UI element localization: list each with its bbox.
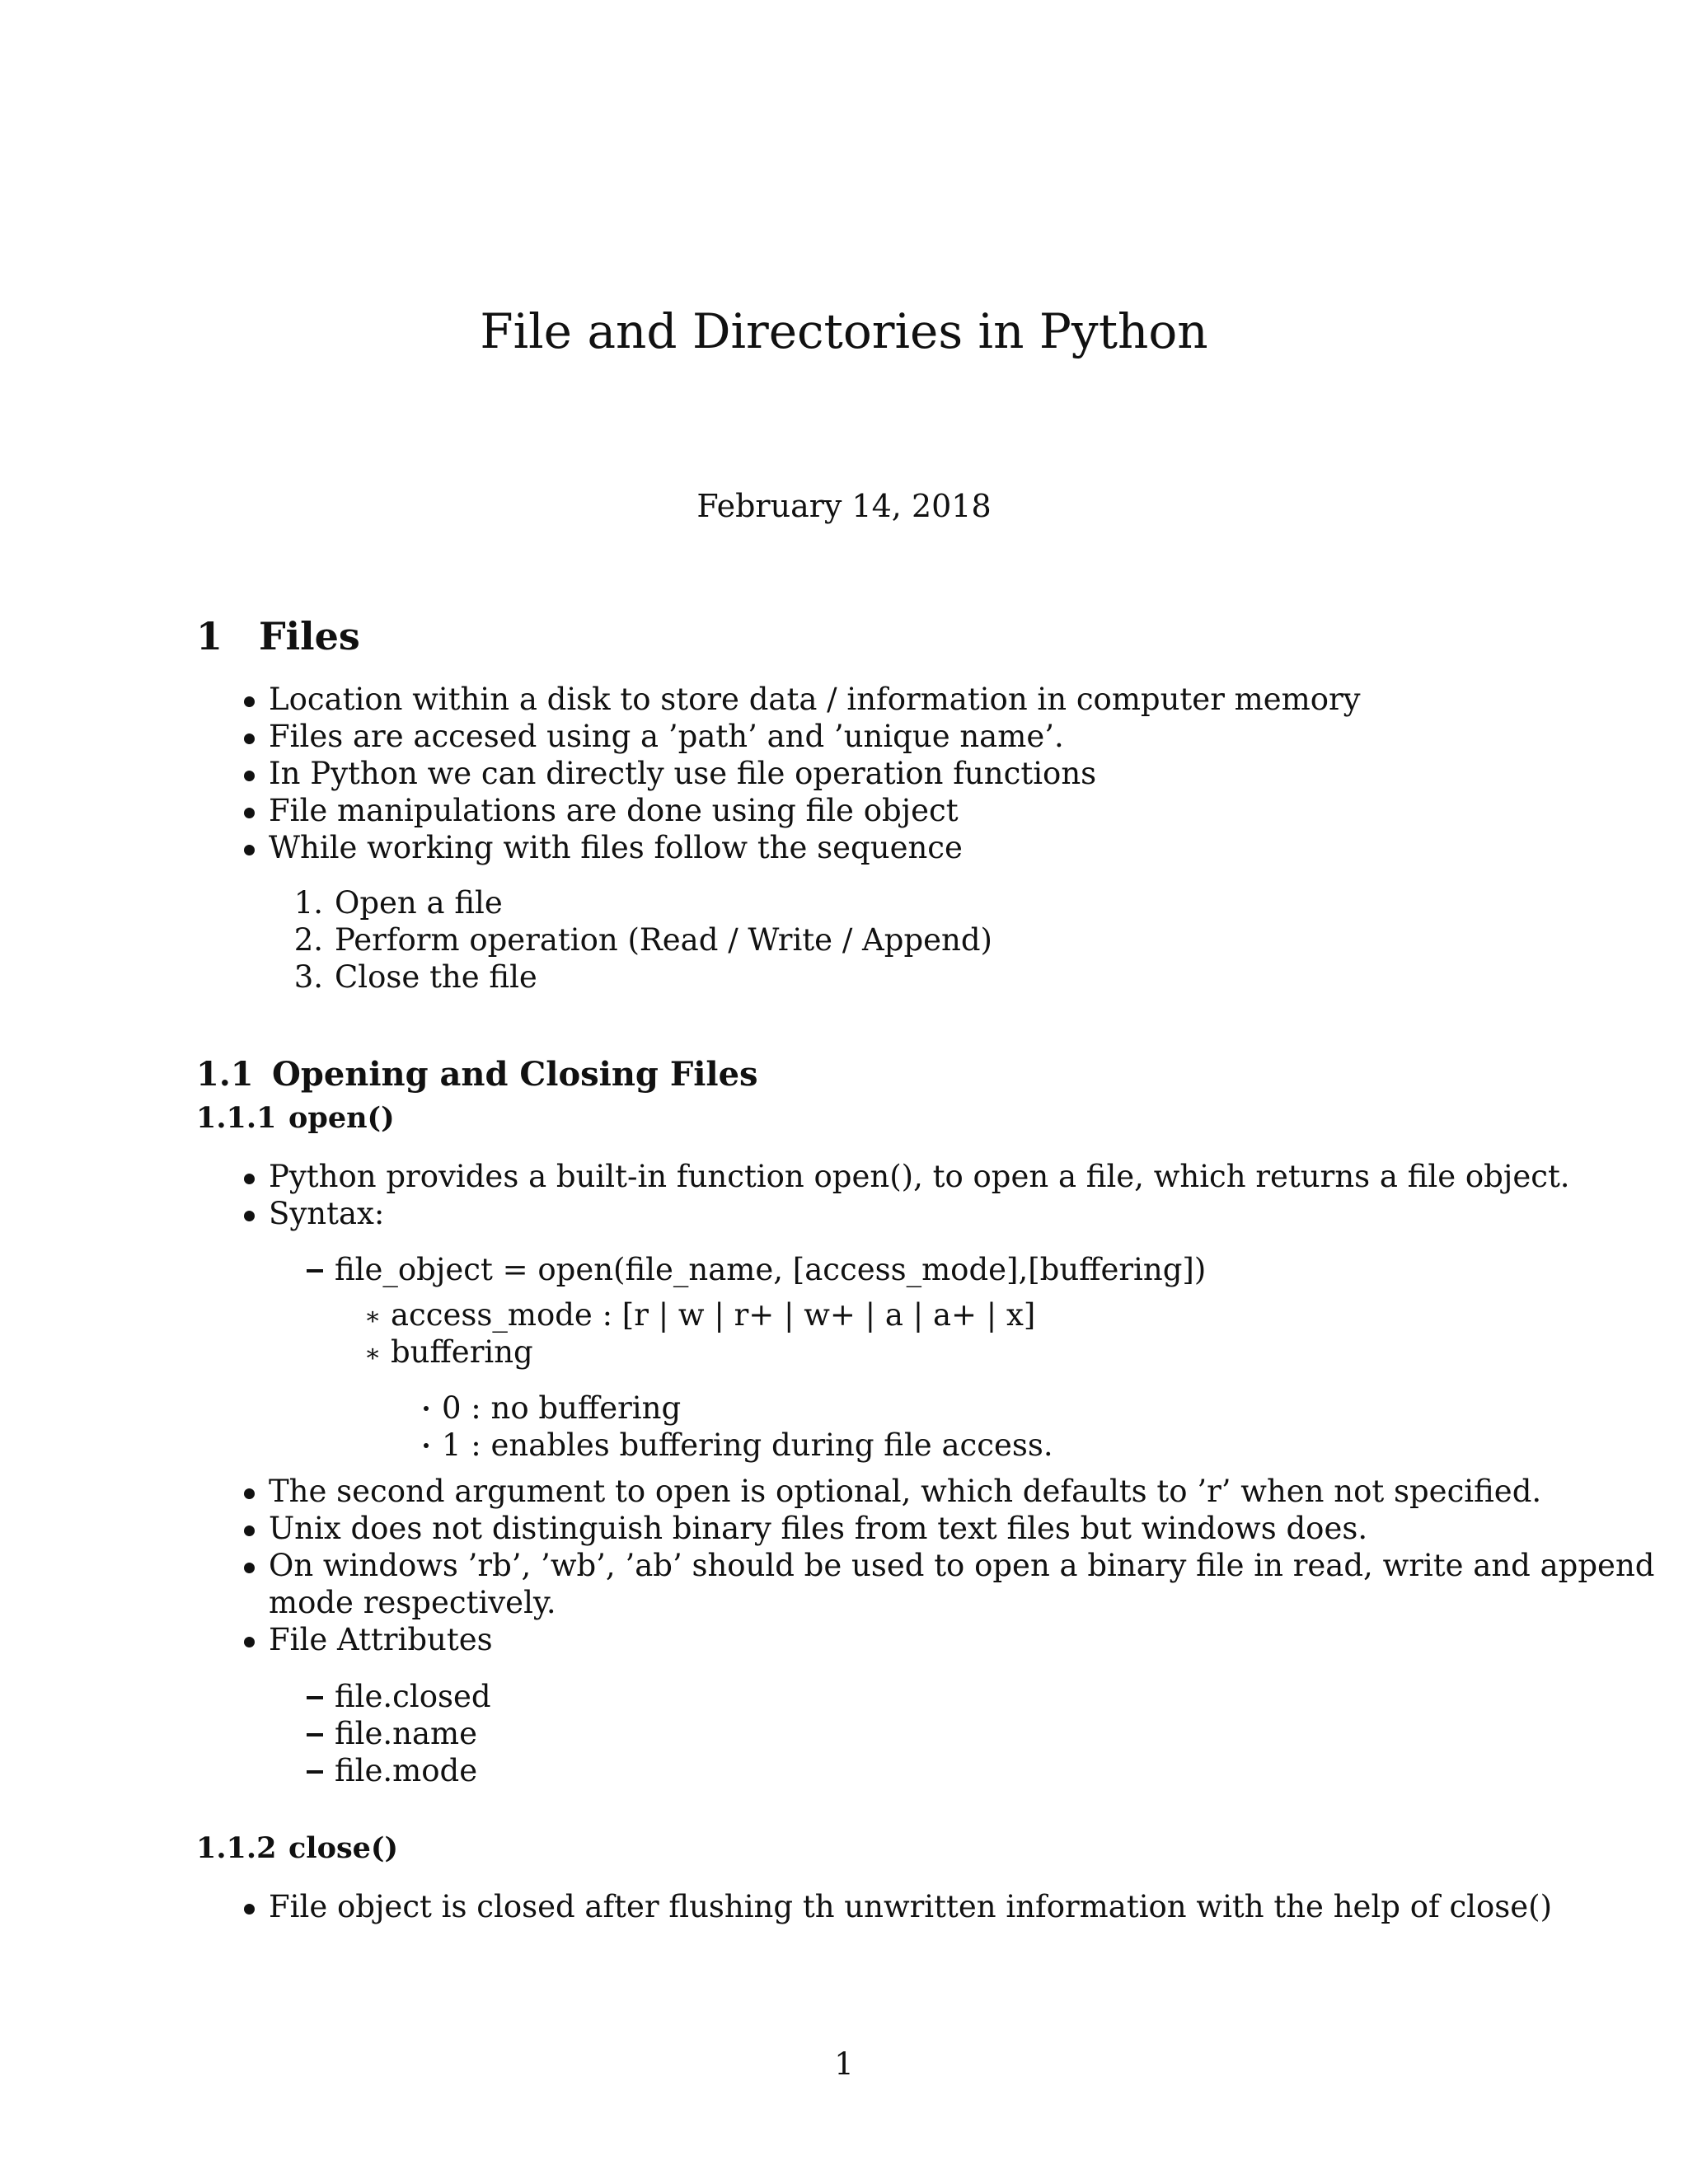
bullet-icon: [244, 733, 255, 744]
bullet-icon: [244, 696, 255, 707]
section-1-1-1-heading: [196, 1099, 395, 1137]
list-item: In Python we can directly use file operation functions: [269, 756, 1097, 791]
bullet-icon: [244, 771, 255, 781]
bullet-icon: [244, 1211, 255, 1221]
asterisk-icon: ∗: [364, 1339, 382, 1368]
section-number: 1.1.1: [196, 1101, 277, 1135]
step-number: 2.: [293, 922, 323, 958]
bullet-icon: [244, 808, 255, 818]
bullet-icon: [244, 1526, 255, 1536]
dash-icon: [307, 1696, 323, 1699]
section-1-1-heading: [196, 1053, 758, 1096]
list-item: File manipulations are done using file object: [269, 793, 959, 828]
access-mode-item: access_mode : [r | w | r+ | w+ | a | a+ | x]: [391, 1297, 1036, 1333]
section-1-1-2-heading: [196, 1830, 398, 1868]
section-title: open(): [288, 1101, 395, 1135]
list-item: Files are accesed using a ’path’ and ’unique name’.: [269, 719, 1064, 754]
buffer-option: 0 : no buffering: [442, 1390, 682, 1426]
document-title: File and Directories in Python: [480, 303, 1208, 359]
bullet-icon: [244, 1488, 255, 1499]
document-date: February 14, 2018: [696, 488, 992, 524]
buffer-option: 1 : enables buffering during file access.: [442, 1427, 1053, 1463]
syntax-line: file_object = open(file_name, [access_mode],[buffering]): [335, 1252, 1207, 1287]
small-dot-icon: [424, 1406, 429, 1411]
list-item-continuation: mode respectively.: [269, 1585, 556, 1620]
list-item: Location within a disk to store data / information in computer memory: [269, 682, 1361, 717]
page-number: 1: [834, 2046, 854, 2082]
step-number: 1.: [293, 885, 323, 921]
section-number: 1.1: [196, 1055, 254, 1094]
dash-icon: [307, 1770, 323, 1774]
list-item: On windows ’rb’, ’wb’, ’ab’ should be used to open a binary file in read, write and append: [269, 1548, 1655, 1583]
buffering-item: buffering: [391, 1334, 533, 1370]
bullet-icon: [244, 1563, 255, 1573]
list-item: Unix does not distinguish binary files from text files but windows does.: [269, 1511, 1368, 1546]
section-1-heading: [196, 613, 360, 659]
list-item: While working with files follow the sequence: [269, 830, 963, 865]
step-item: Close the file: [335, 959, 537, 995]
step-number: 3.: [293, 959, 323, 995]
section-title: Opening and Closing Files: [272, 1055, 758, 1094]
section-number: 1: [196, 614, 223, 658]
step-item: Perform operation (Read / Write / Append): [335, 922, 992, 958]
section-title: Files: [259, 614, 360, 658]
bullet-icon: [244, 1637, 255, 1647]
list-item: Python provides a built-in function open(), to open a file, which returns a file object.: [269, 1159, 1570, 1194]
list-item: File Attributes: [269, 1622, 493, 1657]
section-title: close(): [288, 1831, 399, 1865]
attribute-item: file.closed: [335, 1679, 491, 1714]
list-item: File object is closed after flushing th unwritten information with the help of close(): [269, 1889, 1553, 1924]
list-item: Syntax:: [269, 1196, 385, 1231]
section-number: 1.1.2: [196, 1831, 277, 1865]
step-item: Open a file: [335, 885, 503, 921]
small-dot-icon: [424, 1443, 429, 1448]
list-item: The second argument to open is optional, which defaults to ’r’ when not specified.: [269, 1474, 1542, 1509]
asterisk-icon: ∗: [364, 1302, 382, 1331]
dash-icon: [307, 1733, 323, 1736]
bullet-icon: [244, 1174, 255, 1184]
bullet-icon: [244, 845, 255, 855]
dash-icon: [307, 1269, 323, 1272]
attribute-item: file.name: [335, 1716, 478, 1751]
attribute-item: file.mode: [335, 1753, 478, 1788]
bullet-icon: [244, 1904, 255, 1915]
